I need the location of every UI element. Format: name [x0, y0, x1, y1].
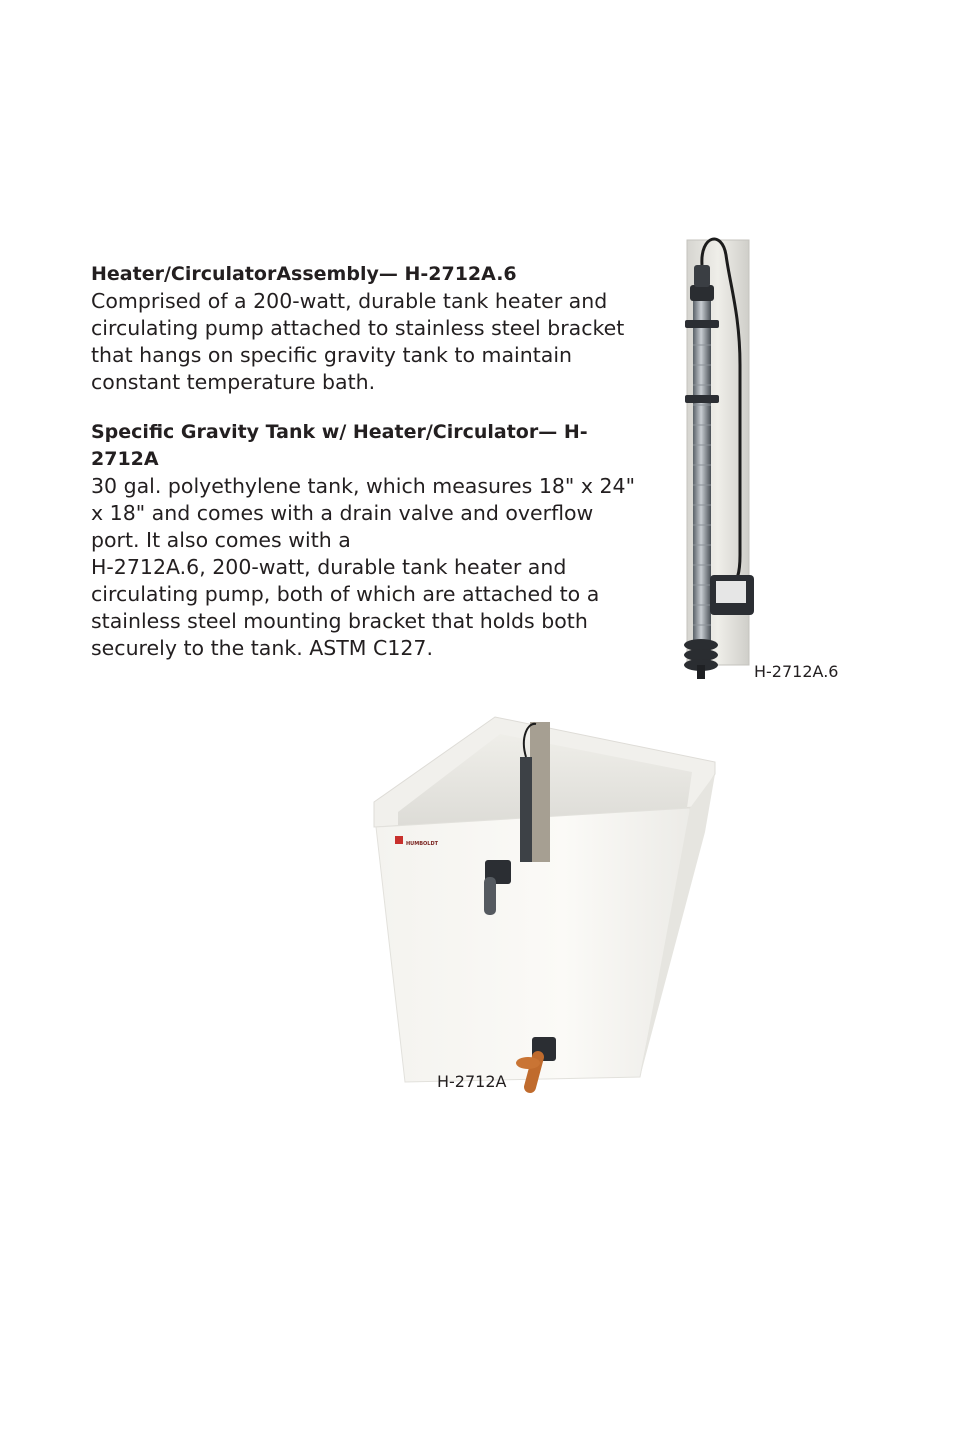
- heater-circulator-image: [670, 225, 770, 690]
- gravity-tank-heading: Specific Gravity Tank w/ Heater/Circulator— H-2712A: [91, 421, 588, 470]
- description-line: x 18" and comes with a drain valve and overflow: [91, 501, 594, 525]
- heater-assembly-section: [91, 261, 651, 396]
- tank-caption: H-2712A: [437, 1072, 507, 1091]
- description-line: 30 gal. polyethylene tank, which measures 18" x 24": [91, 474, 636, 498]
- gravity-tank-image: [370, 712, 720, 1094]
- gravity-tank-section: [91, 419, 651, 662]
- description-line: that hangs on specific gravity tank to maintain: [91, 343, 573, 367]
- tank-logo-text: HUMBOLDT: [406, 841, 439, 847]
- gravity-tank-description: [91, 473, 651, 662]
- description-line: stainless steel mounting bracket that holds both: [91, 609, 588, 633]
- description-line: securely to the tank. ASTM C127.: [91, 636, 433, 660]
- description-line: circulating pump, both of which are attached to a: [91, 582, 600, 606]
- heater-caption: H-2712A.6: [754, 662, 839, 681]
- description-line: circulating pump attached to stainless steel bracket: [91, 316, 625, 340]
- description-line: port. It also comes with a: [91, 528, 351, 552]
- description-line: Comprised of a 200-watt, durable tank heater and: [91, 289, 608, 313]
- description-line: constant temperature bath.: [91, 370, 376, 394]
- heater-assembly-description: [91, 288, 651, 396]
- description-line: H-2712A.6, 200-watt, durable tank heater and: [91, 555, 567, 579]
- heater-assembly-heading: Heater/CirculatorAssembly— H-2712A.6: [91, 263, 517, 285]
